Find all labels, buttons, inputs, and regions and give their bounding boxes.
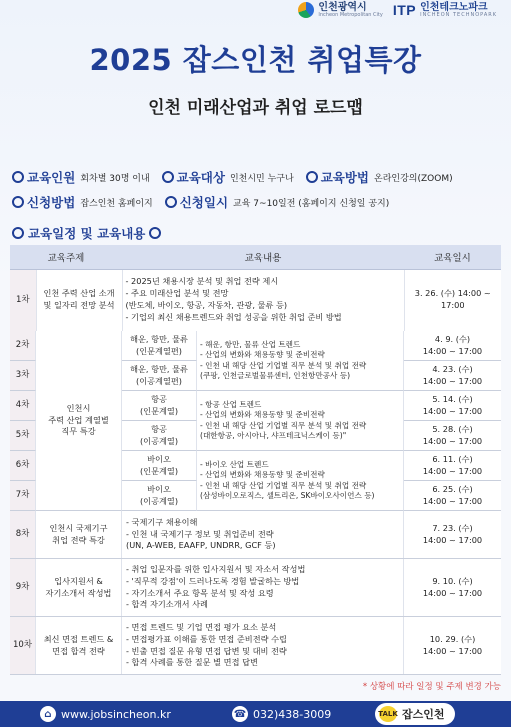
session-number: 2차 — [10, 331, 36, 361]
info-label: 신청방법 — [27, 195, 76, 210]
session-subtopic: 해운, 항만, 물류 (이공계열편) — [122, 361, 197, 391]
phone-icon: ☎ — [232, 706, 248, 722]
info-label: 교육대상 — [176, 170, 225, 185]
website-url: www.jobsincheon.kr — [61, 707, 171, 721]
circle-bullet-icon — [12, 227, 24, 239]
phone-contact[interactable] — [232, 706, 331, 722]
info-value: 온라인강의(ZOOM) — [374, 173, 453, 184]
incheon-logo-en: Incheon Metropolitan City — [318, 11, 383, 18]
website-link[interactable] — [40, 706, 171, 722]
session-subtopic: 항공 (이공계열) — [122, 421, 197, 451]
schedule-table-wrapper — [10, 245, 501, 727]
session-subtopic: 바이오 (인문계열) — [122, 451, 197, 481]
info-value: 인천시민 누구나 — [229, 173, 294, 184]
info-label: 신청일시 — [179, 195, 229, 210]
session-topic: 인천 주력 산업 소개 및 일자리 전망 분석 — [36, 269, 122, 331]
kakao-channel-button[interactable] — [375, 703, 455, 725]
info-label: 교육인원 — [27, 170, 76, 185]
kakao-channel-label: 잡스인천 — [402, 708, 445, 721]
top-bar — [0, 0, 511, 20]
info-row-1 — [12, 168, 465, 186]
industry-group-block — [10, 331, 501, 511]
session-number: 9차 — [10, 559, 36, 616]
info-value: 잡스인천 홈페이지 — [80, 198, 153, 209]
session-number: 10차 — [10, 617, 36, 674]
circle-bullet-icon — [162, 171, 174, 183]
session-subtopic: 항공 (인문계열) — [122, 391, 197, 421]
session-number: 6차 — [10, 451, 36, 481]
logo-group — [298, 2, 497, 18]
session-number: 8차 — [10, 511, 36, 558]
session-topic: 인천시 국제기구 취업 전략 특강 — [36, 511, 122, 558]
incheon-logo-kr: 인천광역시 — [318, 1, 367, 13]
page-title: 2025 잡스인천 취업특강 — [89, 43, 422, 77]
phone-number: 032)438-3009 — [253, 707, 332, 721]
session-number: 7차 — [10, 481, 36, 511]
session-date: 5. 28. (수) 14:00 ~ 17:00 — [404, 421, 501, 451]
info-label: 교육방법 — [320, 170, 370, 185]
session-subtopic: 바이오 (이공계열) — [122, 481, 197, 511]
session-number: 3차 — [10, 361, 36, 391]
table-row — [10, 511, 501, 559]
session-content: - 취업 입문자를 위한 입사지원서 및 자소서 작성법 - '직무적 강점'이 드러나도록 경험 발굴하는 방법 - 자기소개서 주요 항목 분석 및 작성 요령 - 합격 자기소개서 사례 — [122, 559, 404, 616]
tail-rows-block — [10, 511, 501, 675]
session-date: 6. 11. (수) 14:00 ~ 17:00 — [404, 451, 501, 481]
session-date: 10. 29. (수) 14:00 ~ 17:00 — [422, 633, 483, 656]
info-value: 회차별 30명 이내 — [80, 173, 150, 184]
schedule-table — [10, 245, 501, 332]
table-header-row — [10, 245, 501, 269]
session-number: 5차 — [10, 421, 36, 451]
session-date: 9. 10. (수) 14:00 ~ 17:00 — [422, 575, 483, 598]
kakaotalk-icon: TALK — [379, 706, 397, 722]
itp-logo-kr: 인천테크노파크 — [420, 1, 488, 13]
session-date: 7. 23. (수) 14:00 ~ 17:00 — [422, 522, 483, 545]
session-number: 1차 — [10, 269, 36, 331]
table-row — [10, 269, 501, 331]
incheon-logo-icon — [298, 2, 314, 18]
itp-logo — [393, 2, 497, 18]
home-icon: ⌂ — [40, 706, 56, 722]
circle-bullet-icon — [306, 171, 318, 183]
circle-bullet-icon — [12, 171, 24, 183]
schedule-note: * 상황에 따라 일정 및 주제 변경 가능 — [362, 682, 501, 692]
table-header: 교육내용 — [122, 245, 404, 269]
itp-logo-mark: ITP — [392, 2, 417, 18]
incheon-logo — [298, 2, 382, 18]
footer-bar — [0, 701, 511, 727]
session-content: - 항공 산업 트렌드 - 산업의 변화와 채용동향 및 준비전략 - 인천 내 해당 산업 기업별 직무 분석 및 취업 전략 (대한항공, 아시아나, 샤프테크닉스케이 등)" — [197, 391, 404, 451]
table-header: 교육일시 — [404, 245, 501, 269]
session-content: - 국제기구 채용이해 - 인천 내 국제기구 정보 및 취업준비 전략 (UN, A-WEB, EAAFP, UNDRR, GCF 등) — [122, 511, 404, 558]
circle-bullet-icon — [12, 196, 24, 208]
circle-bullet-icon — [165, 196, 177, 208]
page-subtitle: 인천 미래산업과 취업 로드맵 — [148, 98, 363, 118]
info-row-2 — [12, 193, 401, 211]
schedule-heading-label: 교육일정 및 교육내용 — [28, 226, 146, 241]
session-content: - 면접 트렌드 및 기업 면접 평가 요소 분석 - 면접평가표 이해를 통한 면접 준비전략 수립 - 빈출 면접 질문 유형 면접 답변 및 대비 전략 - 합격 사례를 통한 질문 별 면접 답변 — [122, 617, 404, 674]
itp-logo-en: INCHEON TECHNOPARK — [420, 11, 497, 18]
session-date: 6. 25. (수) 14:00 ~ 17:00 — [404, 481, 501, 511]
session-topic: 최신 면접 트렌드 & 면접 합격 전략 — [36, 617, 122, 674]
session-date: 4. 23. (수) 14:00 ~ 17:00 — [404, 361, 501, 391]
session-topic: 입사지원서 & 자기소개서 작성법 — [36, 559, 122, 616]
session-content: - 2025년 채용시장 분석 및 취업 전략 제시 - 주요 미래산업 분석 및 전망 (반도체, 바이오, 항공, 자동차, 관광, 물류 등) - 기업의 최신 채용트렌드와 취업 성공을 위한 취업 준비 방법 — [122, 269, 404, 331]
session-content: - 바이오 산업 트렌드 - 산업의 변화와 채용동향 및 준비전략 - 인천 내 해당 산업 기업별 직무 분석 및 취업 전략 (삼성바이오로직스, 셀트리온, SK바이오사이언스 등) — [197, 451, 404, 511]
session-date: 5. 14. (수) 14:00 ~ 17:00 — [404, 391, 501, 421]
table-row — [10, 559, 501, 617]
session-date: 3. 26. (수) 14:00 ~ 17:00 — [404, 269, 501, 331]
table-row — [10, 617, 501, 675]
group-topic: 인천시 주력 산업 계열별 직무 특강 — [36, 331, 122, 511]
schedule-heading — [12, 224, 161, 242]
session-number: 4차 — [10, 391, 36, 421]
session-content: - 해운, 항만, 물류 산업 트렌드 - 산업의 변화와 채용동향 및 준비전략 - 인천 내 해당 산업 기업별 직무 분석 및 취업 전략 (쿠팡, 인천글로벌물류센터, 인천항만공사 등) — [197, 331, 404, 391]
table-header: 교육주제 — [10, 245, 122, 269]
session-subtopic: 해운, 항만, 물류 (인문계열편) — [122, 331, 197, 361]
session-date: 4. 9. (수) 14:00 ~ 17:00 — [404, 331, 501, 361]
circle-bullet-icon — [149, 227, 161, 239]
info-value: 교육 7~10일전 (홈페이지 신청일 공지) — [233, 198, 390, 209]
